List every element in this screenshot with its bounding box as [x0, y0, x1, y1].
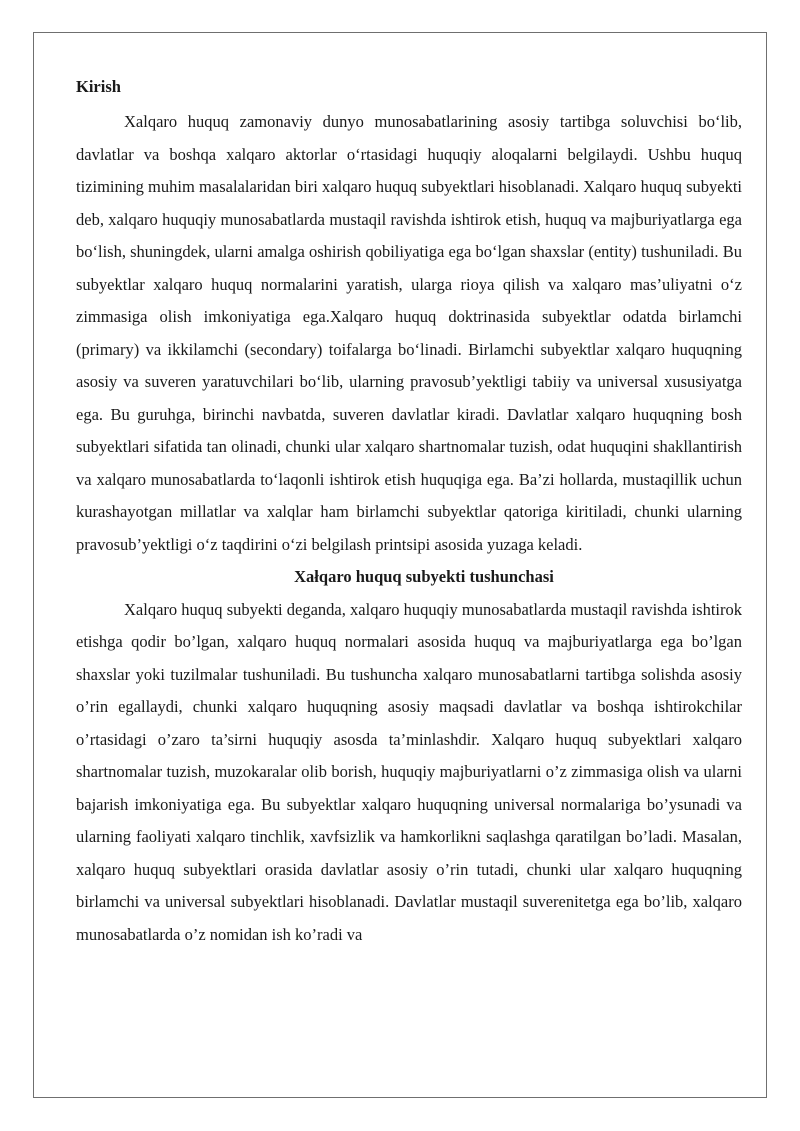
intro-paragraph: Xalqaro huquq zamonaviy dunyo munosabatlarining asosiy tartibga soluvchisi bo‘lib, davlatlar va boshqa xalqaro aktorlar o‘rtasidagi huquqiy aloqalarni belgilaydi. Ushbu huquq tizimining muhim masalalaridan biri xalqaro huquq subyektlari hisoblanadi. Xalqaro huquq subyekti deb, xalqaro huquqiy munosabatlarda mustaqil ravishda ishtirok etish, huquq va majburiyatlarga ega bo‘lish, shuningdek, ularni amalga oshirish qobiliyatiga ega bo‘lgan shaxslar (entity) tushuniladi. Bu subyektlar xalqaro huquq normalarini yaratish, ularga rioya qilish va xalqaro mas’uliyatni o‘z zimmasiga olish imkoniyatiga ega.Xalqaro huquq doktrinasida subyektlar odatda birlamchi (primary) va ikkilamchi (secondary) toifalarga bo‘linadi. Birlamchi subyektlar xalqaro huquqning asosiy va suveren yaratuvchilari bo‘lib, ularning pravosub’yektligi tabiiy va universal xususiyatga ega. Bu guruhga, birinchi navbatda, suveren davlatlar kiradi. Davlatlar xalqaro huquqning bosh subyektlari sifatida tan olinadi, chunki ular xalqaro shartnomalar tuzish, odat huquqini shakllantirish va xalqaro munosabatlarda to‘laqonli ishtirok etish huquqiga ega. Ba’zi hollarda, mustaqillik uchun kurashayotgan millatlar va xalqlar ham birlamchi subyektlar qatoriga kiritiladi, chunki ularning pravosub’yektligi o‘z taqdirini o‘zi belgilash printsipi asosida yuzaga keladi.	[76, 112, 742, 554]
document-body	[76, 74, 742, 951]
section-paragraph: Xalqaro huquq subyekti deganda, xalqaro huquqiy munosabatlarda mustaqil ravishda ishtirok etishga qodir bo’lgan, xalqaro huquq normalari asosida huquq va majburiyatlarga ega bo’lgan shaxslar yoki tuzilmalar tushuniladi. Bu tushuncha xalqaro munosabatlarni tartibga solishda asosiy o’rin egallaydi, chunki xalqaro huquqning asosiy maqsadi davlatlar va boshqa ishtirokchilar o’rtasidagi o’zaro ta’sirni huquqiy asosda ta’minlashdir. Xalqaro huquq subyektlari xalqaro shartnomalar tuzish, muzokaralar olib borish, huquqiy majburiyatlarni o’z zimmasiga olish va ularni bajarish imkoniyatiga ega. Bu subyektlar xalqaro huquqning universal normalariga bo’ysunadi va ularning faoliyati xalqaro tinchlik, xavfsizlik va hamkorlikni saqlashga qaratilgan bo’ladi. Masalan, xalqaro huquq subyektlari orasida davlatlar asosiy o’rin tutadi, chunki ular xalqaro huquqning birlamchi va universal subyektlari hisoblanadi. Davlatlar mustaqil suverenitetga ega bo’lib, xalqaro munosabatlarda o’z nomidan ish ko’radi va	[76, 599, 742, 944]
section-title: Xałqaro huquq subyekti tushunchasi	[294, 567, 554, 586]
intro-heading: Kirish	[76, 77, 121, 96]
